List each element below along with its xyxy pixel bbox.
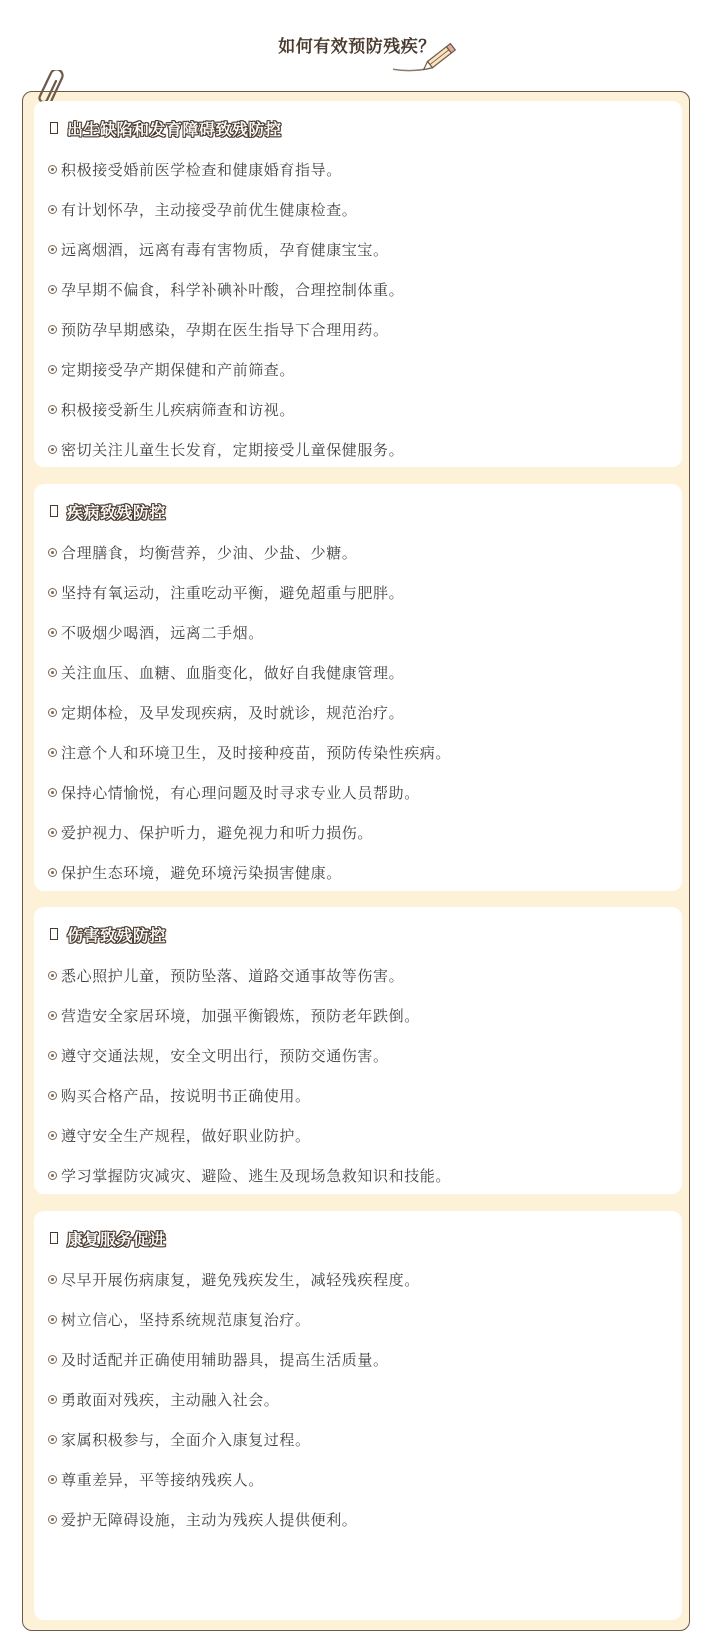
square-icon <box>50 928 58 940</box>
bullet-icon <box>48 828 57 837</box>
list-item: 树立信心，坚持系统规范康复治疗。 <box>48 1299 668 1339</box>
list-item: 预防孕早期感染，孕期在医生指导下合理用药。 <box>48 309 668 349</box>
bullet-icon <box>48 165 57 174</box>
section-heading <box>48 496 668 526</box>
bullet-icon <box>48 445 57 454</box>
bullet-icon <box>48 1395 57 1404</box>
section-list <box>48 532 668 892</box>
bullet-icon <box>48 1011 57 1020</box>
bullet-icon <box>48 1435 57 1444</box>
square-icon <box>50 1232 58 1244</box>
list-item: 远离烟酒，远离有毒有害物质，孕育健康宝宝。 <box>48 229 668 269</box>
bullet-icon <box>48 1515 57 1524</box>
bullet-icon <box>48 588 57 597</box>
list-item: 爱护视力、保护听力，避免视力和听力损伤。 <box>48 812 668 852</box>
bullet-icon <box>48 628 57 637</box>
bullet-icon <box>48 1091 57 1100</box>
list-item: 学习掌握防灾减灾、避险、逃生及现场急救知识和技能。 <box>48 1155 668 1195</box>
section-heading-text: 康复服务促进 <box>67 1229 167 1249</box>
section-card-birth-defects <box>34 101 682 467</box>
bullet-icon <box>48 325 57 334</box>
page-header <box>0 28 714 78</box>
bullet-icon <box>48 245 57 254</box>
section-heading-text: 出生缺陷和发育障碍致残防控 <box>67 119 282 139</box>
section-heading <box>48 113 668 143</box>
list-item: 尊重差异，平等接纳残疾人。 <box>48 1459 668 1499</box>
square-icon <box>50 505 58 517</box>
bullet-icon <box>48 548 57 557</box>
bullet-icon <box>48 868 57 877</box>
bullet-icon <box>48 1131 57 1140</box>
section-card-disease <box>34 484 682 891</box>
list-item: 遵守安全生产规程，做好职业防护。 <box>48 1115 668 1155</box>
bullet-icon <box>48 1355 57 1364</box>
list-item: 悉心照护儿童，预防坠落、道路交通事故等伤害。 <box>48 955 668 995</box>
bullet-icon <box>48 1475 57 1484</box>
section-card-injury <box>34 907 682 1194</box>
bullet-icon <box>48 668 57 677</box>
list-item: 积极接受婚前医学检查和健康婚育指导。 <box>48 149 668 189</box>
bullet-icon <box>48 1275 57 1284</box>
list-item: 积极接受新生儿疾病筛查和访视。 <box>48 389 668 429</box>
section-card-rehabilitation <box>34 1211 682 1620</box>
bullet-icon <box>48 405 57 414</box>
bullet-icon <box>48 748 57 757</box>
list-item: 注意个人和环境卫生，及时接种疫苗，预防传染性疾病。 <box>48 732 668 772</box>
bullet-icon <box>48 1171 57 1180</box>
bullet-icon <box>48 971 57 980</box>
page-title: 如何有效预防残疾？ <box>278 37 436 57</box>
list-item: 密切关注儿童生长发育，定期接受儿童保健服务。 <box>48 429 668 469</box>
bullet-icon <box>48 205 57 214</box>
bullet-icon <box>48 708 57 717</box>
list-item: 遵守交通法规，安全文明出行，预防交通伤害。 <box>48 1035 668 1075</box>
list-item: 保持心情愉悦，有心理问题及时寻求专业人员帮助。 <box>48 772 668 812</box>
bullet-icon <box>48 285 57 294</box>
list-item: 勇敢面对残疾，主动融入社会。 <box>48 1379 668 1419</box>
section-heading <box>48 919 668 949</box>
list-item: 尽早开展伤病康复，避免残疾发生，减轻残疾程度。 <box>48 1259 668 1299</box>
section-heading <box>48 1223 668 1253</box>
list-item: 定期接受孕产期保健和产前筛查。 <box>48 349 668 389</box>
bullet-icon <box>48 1315 57 1324</box>
section-list <box>48 955 668 1195</box>
list-item: 家属积极参与，全面介入康复过程。 <box>48 1419 668 1459</box>
list-item: 不吸烟少喝酒，远离二手烟。 <box>48 612 668 652</box>
list-item: 孕早期不偏食，科学补碘补叶酸，合理控制体重。 <box>48 269 668 309</box>
section-heading-text: 疾病致残防控 <box>67 502 167 522</box>
list-item: 关注血压、血糖、血脂变化，做好自我健康管理。 <box>48 652 668 692</box>
bullet-icon <box>48 365 57 374</box>
section-list <box>48 1259 668 1539</box>
list-item: 坚持有氧运动，注重吃动平衡，避免超重与肥胖。 <box>48 572 668 612</box>
list-item: 爱护无障碍设施，主动为残疾人提供便利。 <box>48 1499 668 1539</box>
list-item: 保护生态环境，避免环境污染损害健康。 <box>48 852 668 892</box>
list-item: 及时适配并正确使用辅助器具，提高生活质量。 <box>48 1339 668 1379</box>
list-item: 定期体检，及早发现疾病，及时就诊，规范治疗。 <box>48 692 668 732</box>
list-item: 营造安全家居环境，加强平衡锻炼，预防老年跌倒。 <box>48 995 668 1035</box>
bullet-icon <box>48 1051 57 1060</box>
list-item: 有计划怀孕，主动接受孕前优生健康检查。 <box>48 189 668 229</box>
section-list <box>48 149 668 469</box>
list-item: 合理膳食，均衡营养，少油、少盐、少糖。 <box>48 532 668 572</box>
square-icon <box>50 122 58 134</box>
list-item: 购买合格产品，按说明书正确使用。 <box>48 1075 668 1115</box>
bullet-icon <box>48 788 57 797</box>
pencil-icon <box>393 38 465 78</box>
section-heading-text: 伤害致残防控 <box>67 925 167 945</box>
